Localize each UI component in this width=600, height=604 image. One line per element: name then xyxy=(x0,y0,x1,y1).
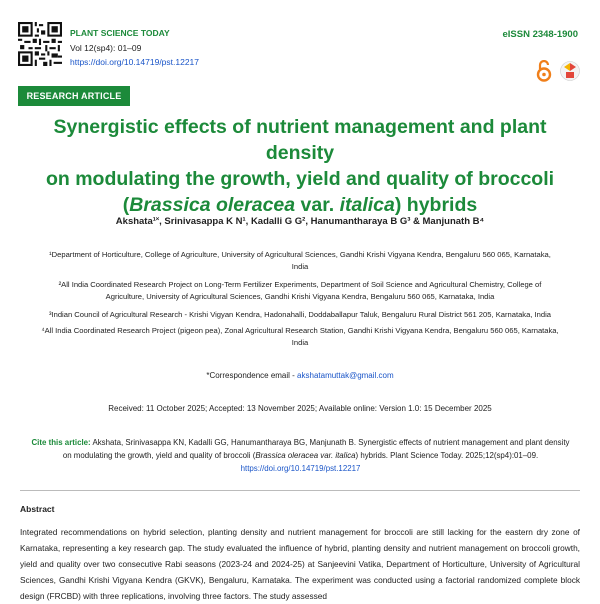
title-line-2: on modulating the growth, yield and quality of broccoli xyxy=(45,168,555,190)
doi-link[interactable]: https://doi.org/10.14719/pst.12217 xyxy=(70,57,200,67)
title-line-3: (Brassica oleracea var. italica) hybrids xyxy=(122,194,478,216)
journal-name: PLANT SCIENCE TODAY xyxy=(70,28,170,38)
correspondence-email-link[interactable]: akshatamuttak@gmail.com xyxy=(297,371,394,380)
qr-code-icon[interactable] xyxy=(18,22,62,66)
citation-species: Brassica oleracea var. italica xyxy=(255,451,356,460)
species-name: Brassica oleracea xyxy=(129,194,296,216)
variety-name: italica xyxy=(339,194,395,216)
author-list: Akshata¹˟, Srinivasappa K N¹, Kadalli G G², Hanumantharaya B G³ & Manjunath B⁴ xyxy=(115,216,485,227)
open-access-icon[interactable] xyxy=(536,60,552,82)
abstract-heading: Abstract xyxy=(20,504,55,514)
citation-block xyxy=(28,436,573,475)
citation-text: Akshata, Srinivasappa KN, Kadalli GG, Hanumantharaya BG, Manjunath B. Synergistic effects of nutrient management and plant density on modulating the growth, yield and quality of broccoli ( xyxy=(62,438,570,460)
affiliation-3: ³Indian Council of Agricultural Research - Krishi Vigyan Kendra, Hadonahalli, Doddaballapur Taluk, Bengaluru Rural District 561 205, Karnataka, India xyxy=(48,310,552,319)
publication-dates: Received: 11 October 2025; Accepted: 13 November 2025; Available online: Version 1.0: 15 December 2025 xyxy=(108,404,492,413)
title-line-1: Synergistic effects of nutrient management and plant density xyxy=(53,116,547,164)
citation-label: Cite this article: xyxy=(31,438,91,447)
journal-volume: Vol 12(sp4): 01–09 xyxy=(70,43,142,53)
crossmark-icon[interactable] xyxy=(560,61,580,81)
eissn-label: eISSN 2348-1900 xyxy=(502,29,578,40)
article-type-badge: RESEARCH ARTICLE xyxy=(18,86,130,106)
affiliation-4: ⁴All India Coordinated Research Project (pigeon pea), Zonal Agricultural Research Station, Gandhi Krishi Vigyana Kendra, Bengaluru 560 065, Karnataka, India xyxy=(41,326,559,347)
citation-doi-link[interactable]: https://doi.org/10.14719/pst.12217 xyxy=(240,464,361,473)
correspondence xyxy=(20,371,580,380)
affiliation-1: ¹Department of Horticulture, College of Agriculture, University of Agricultural Sciences, Gandhi Krishi Vigyana Kendra, Bengaluru 560 065, Karnataka, India xyxy=(49,250,551,271)
abstract-text: Integrated recommendations on hybrid selection, planting density and nutrient management for broccoli are still lacking for the eastern dry zone of Karnataka, representing a key research gap. The study evaluated the influence of hybrid, planting density and nutrient management on broccoli growth, yield and quality over two consecutive Rabi seasons (2023-24 and 2024-25) at Sanjeevini Vatika, Department of Horticulture, University of Agricultural Sciences, Gandhi Krishi Vigyana Kendra (GKVK), Bengaluru, Karnataka. The experiment was conducted using a factorial randomized complete block design (FRCBD) with three replications, involving three factors. The study assessed xyxy=(20,527,580,601)
affiliation-2: ²All India Coordinated Research Project on Long-Term Fertilizer Experiments, Department of Soil Science and Agricultural Chemistry, College of Agriculture, University of Agricultural Sciences, Gandhi Krishi Vigyana Kendra, Bengaluru 560 065, Karnataka, India xyxy=(58,280,542,301)
citation-text-end: ) hybrids. Plant Science Today. 2025;12(sp4):01–09. xyxy=(355,451,539,460)
section-divider xyxy=(20,490,580,491)
correspondence-label: *Correspondence email - xyxy=(206,371,298,380)
article-title xyxy=(20,114,580,218)
